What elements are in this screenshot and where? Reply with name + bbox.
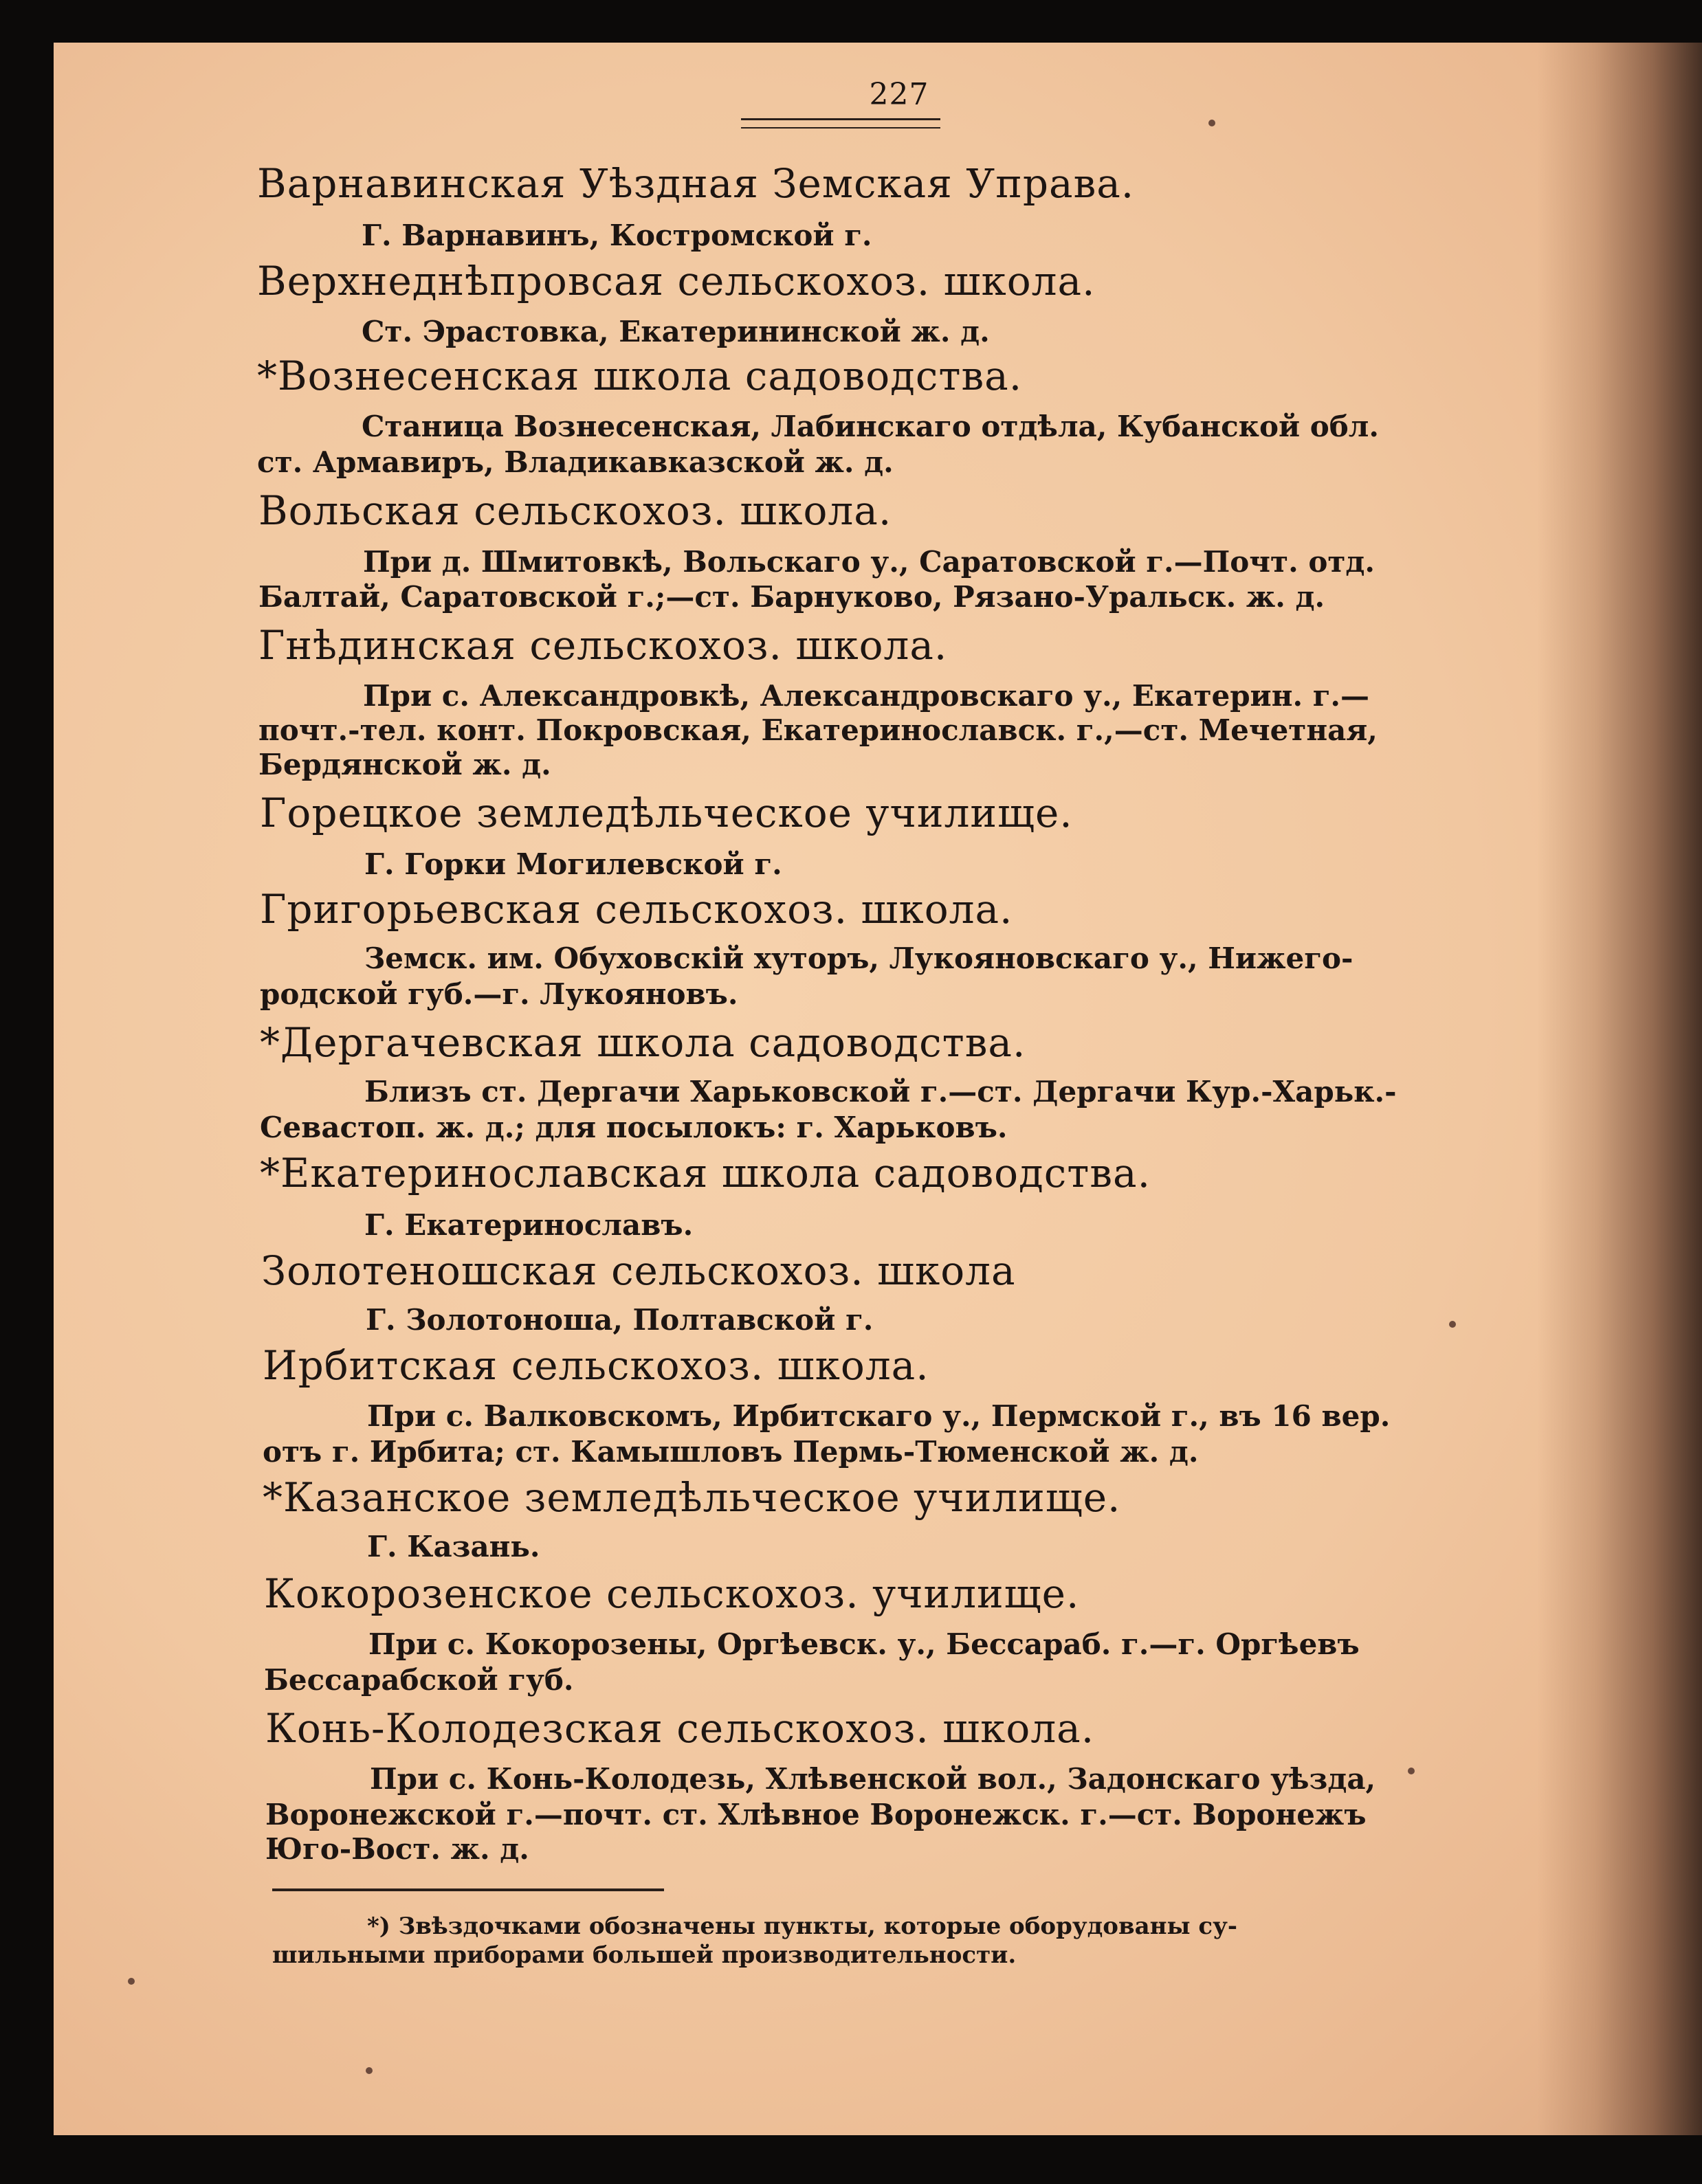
entry-address: Земск. им. Обуховскій хуторъ, Лукояновскаго у., Нижего- [364,941,1353,975]
paper-speck [366,2067,373,2074]
entry-title: *Казанское земледѣльческое училище. [263,1474,1121,1521]
entry-address: Г. Варнавинъ, Костромской г. [362,219,872,252]
entry-title: Конь-Колодезская сельскохоз. школа. [265,1705,1095,1752]
entry-title: Гнѣдинская сельскохоз. школа. [258,622,948,669]
entry-address: Юго-Вост. ж. д. [265,1832,529,1866]
entry-address: Г. Екатеринославъ. [364,1208,694,1242]
entry-address: родской губ.—г. Лукояновъ. [260,977,738,1011]
entry-address: Г. Казань. [367,1530,540,1563]
entry-address: Севастоп. ж. д.; для посылокъ: г. Харьковъ. [260,1111,1008,1144]
footnote-text: *) Звѣздочками обозначены пункты, которые оборудованы су- [367,1913,1237,1940]
entry-address: Близъ ст. Дергачи Харьковской г.—ст. Дергачи Кур.-Харьк.- [364,1075,1397,1108]
footnote-text: шильными приборами большей производительности. [272,1941,1017,1969]
entry-title: *Дергачевская школа садоводства. [260,1019,1026,1066]
entry-title: Верхнеднѣпровсая сельскохоз. школа. [257,258,1096,304]
entry-address: ст. Армавиръ, Владикавказской ж. д. [257,445,894,479]
page-content [54,43,1702,2135]
entry-title: Золотеношская сельскохоз. школа [261,1247,1016,1294]
entry-address: Г. Горки Могилевской г. [364,847,782,881]
entry-address: Бессарабской губ. [264,1663,574,1697]
page-number-rule [741,118,940,129]
paper-speck [128,1978,135,1985]
entry-address: При д. Шмитовкѣ, Вольскаго у., Саратовской г.—Почт. отд. [363,545,1375,579]
entry-address: почт.-тел. конт. Покровская, Екатеринославск. г.,—ст. Мечетная, [258,713,1378,747]
entry-address: Г. Золотоноша, Полтавской г. [366,1303,874,1337]
entry-address: При с. Валковскомъ, Ирбитскаго у., Пермской г., въ 16 вер. [367,1399,1391,1433]
paper-speck [1208,120,1215,126]
paper-speck [1408,1768,1415,1774]
entry-title: Ирбитская сельскохоз. школа. [263,1342,929,1389]
entry-title: *Екатеринославская школа садоводства. [260,1150,1151,1196]
entry-address: При с. Конь-Колодезь, Хлѣвенской вол., Задонскаго уѣзда, [370,1762,1376,1796]
entry-address: отъ г. Ирбита; ст. Камышловъ Пермь-Тюменской ж. д. [263,1435,1199,1469]
page-number: 227 [869,77,929,112]
entry-title: Вольская сельскохоз. школа. [258,487,892,534]
entry-title: Кокорозенское сельскохоз. училище. [264,1570,1080,1617]
paper-speck [1449,1321,1456,1328]
entry-title: *Вознесенская школа садоводства. [257,353,1023,399]
entry-title: Варнавинская Уѣздная Земская Управа. [257,160,1135,207]
entry-title: Горецкое земледѣльческое училище. [260,790,1073,836]
scanned-page [54,43,1702,2135]
entry-address: Балтай, Саратовской г.;—ст. Барнуково, Рязано-Уральск. ж. д. [258,580,1325,614]
entry-address: Воронежской г.—почт. ст. Хлѣвное Воронежск. г.—ст. Воронежъ [265,1798,1367,1831]
entry-address: Станица Вознесенская, Лабинскаго отдѣла, Кубанской обл. [362,410,1380,443]
entry-title: Григорьевская сельскохоз. школа. [260,886,1013,933]
footnote-rule [272,1888,664,1891]
entry-address: При с. Александровкѣ, Александровскаго у., Екатерин. г.— [363,679,1370,713]
entry-address: Бердянской ж. д. [258,748,551,781]
entry-address: Ст. Эрастовка, Екатерининской ж. д. [362,315,990,348]
entry-address: При с. Кокорозены, Оргѣевск. у., Бессараб. г.—г. Оргѣевъ [368,1627,1360,1661]
